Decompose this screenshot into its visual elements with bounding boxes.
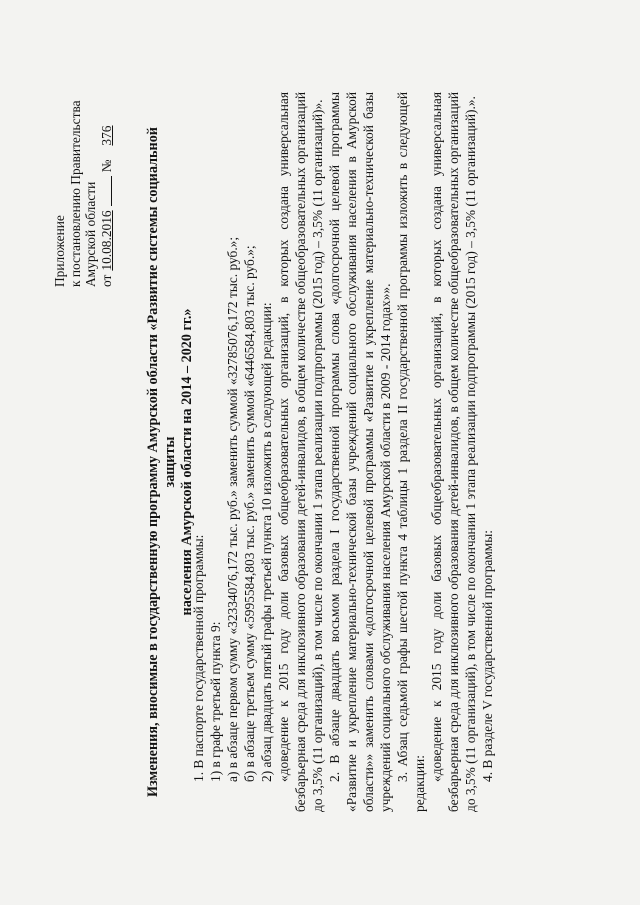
paragraph-1: 1. В паспорте государственной программы:	[191, 534, 206, 782]
paragraph-4: б) в абзаце третьем сумму «5995584,803 тыс. руб.» заменить суммой «6446584,803 тыс. руб.»;	[242, 245, 257, 782]
annex-number-label: №	[98, 159, 114, 173]
paragraph-3: а) в абзаце первом сумму «32334076,172 тыс. руб.» заменить суммой «32785076,172 тыс. руб.»;	[225, 236, 240, 782]
annex-title: Приложение	[52, 215, 67, 287]
paragraph-9: «доведение к 2015 году доли базовых общеобразовательных организаций, в которых создана универсальная безбарьерная среда для инклюзивного образования детей-инвалидов, в общем количестве общеобразовательных организаций до 3,5% (11 организаций), в том числе по окончании 1 этапа реализации подпрограммы (2015 год) – 3,5% (11 организаций).».	[429, 92, 478, 812]
rotated-page	[50, 52, 590, 852]
annex-region-line: Амурской области	[83, 181, 98, 287]
annex-date-line	[99, 57, 115, 287]
document-page	[50, 52, 590, 852]
title-line-1: Изменения, вносимые в государственную программу Амурской области «Развитие системы социальной защиты	[145, 127, 178, 797]
document-title	[145, 102, 196, 822]
title-line-2: населения Амурской области на 2014 – 2020 гг.»	[179, 308, 195, 616]
annex-decree-line: к постановлению Правительства	[67, 100, 83, 287]
paragraph-2: 1) в графе третьей пункта 9:	[208, 621, 223, 782]
annex-date-prefix: от	[98, 274, 114, 287]
paragraph-10: 4. В разделе V государственной программы:	[480, 530, 495, 782]
document-body	[190, 92, 496, 812]
paragraph-5: 2) абзац двадцать пятый графы третьей пункта 10 изложить в следующей редакции:	[259, 302, 274, 782]
annex-number: 376	[98, 125, 114, 146]
paragraph-8: 3. Абзац седьмой графы шестой пункта 4 таблицы 1 раздела II государственной программы изложить в следующей редакции:	[395, 92, 427, 812]
paragraph-7: 2. В абзаце двадцать восьмом раздела I государственной программы слова «долгосрочной целевой программы «Развитие и укрепление материально-технической базы учреждений социального обслуживания населения в Амурской области»» заменить словами «долгосрочной целевой программы «Развитие и укрепление материально-технической базы учреждений социального обслуживания населения Амурской области в 2009 - 2014 годах»».	[327, 92, 393, 812]
annex-block	[52, 57, 114, 287]
paragraph-6: «доведение к 2015 году доли базовых общеобразовательных организаций, в которых создана универсальная безбарьерная среда для инклюзивного образования детей-инвалидов, в общем количестве общеобразовательных организаций до 3,5% (11 организаций), в том числе по окончании 1 этапа реализации подпрограммы (2015 год) – 3,5% (11 организаций)».	[276, 92, 325, 812]
annex-date: 10.08.2016	[98, 210, 114, 271]
